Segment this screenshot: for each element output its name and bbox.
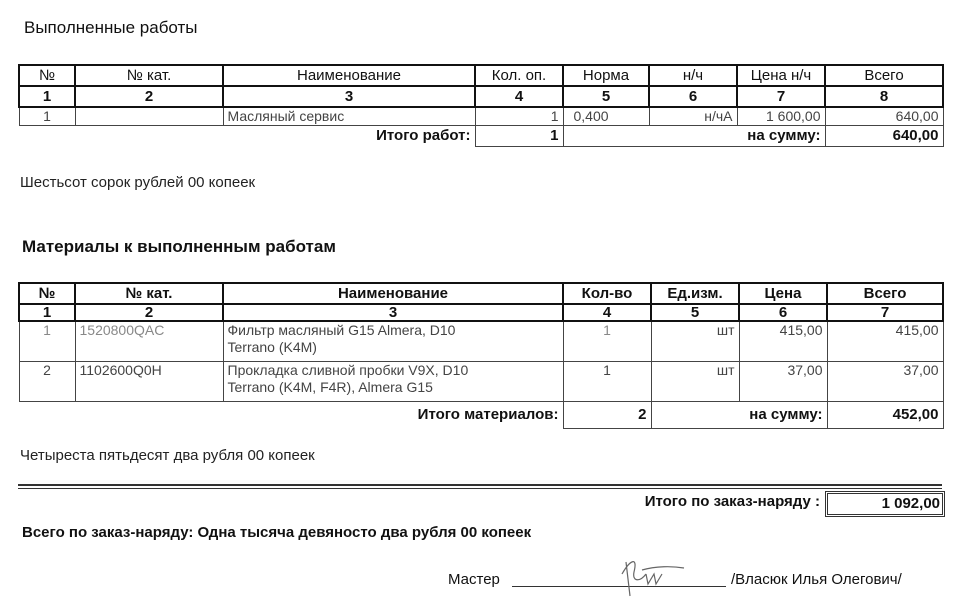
- works-total-row: [19, 126, 943, 147]
- works-table: [18, 64, 944, 147]
- works-colnum: 7: [737, 86, 825, 107]
- works-colnum: 1: [19, 86, 75, 107]
- works-col-price: Цена н/ч: [737, 65, 825, 86]
- works-header-row: [19, 65, 943, 86]
- works-col-total: Всего: [825, 65, 943, 86]
- cell-cat: [75, 107, 223, 126]
- cell-price: 1 600,00: [737, 107, 825, 126]
- cell-total: 640,00: [825, 107, 943, 126]
- cell-name: Фильтр масляный G15 Almera, D10 Terrano (K4M): [223, 321, 563, 361]
- materials-total-row: [19, 401, 943, 428]
- materials-header-row: [19, 283, 943, 304]
- materials-col-qty: Кол-во: [563, 283, 651, 304]
- works-sum-value: 640,00: [825, 126, 943, 147]
- materials-col-name: Наименование: [223, 283, 563, 304]
- cell-norm: 0,400: [563, 107, 649, 126]
- cell-name: Масляный сервис: [223, 107, 475, 126]
- cell-cat: 1102600Q0H: [75, 361, 223, 401]
- cell-num: 1: [19, 321, 75, 361]
- cell-cat: 1520800QAC: [75, 321, 223, 361]
- cell-nh: н/чА: [649, 107, 737, 126]
- works-title: Выполненные работы: [24, 18, 198, 37]
- cell-qty: 1: [563, 321, 651, 361]
- materials-colnum: 3: [223, 304, 563, 321]
- cell-price: 415,00: [739, 321, 827, 361]
- works-col-nh: н/ч: [649, 65, 737, 86]
- cell-qty: 1: [475, 107, 563, 126]
- handwritten-signature-icon: [612, 552, 692, 598]
- materials-title: Материалы к выполненным работам: [22, 237, 336, 256]
- cell-unit: шт: [651, 361, 739, 401]
- works-total-qty: 1: [475, 126, 563, 147]
- works-amount-in-words: Шестьсот сорок рублей 00 копеек: [20, 174, 256, 191]
- materials-colnum: 6: [739, 304, 827, 321]
- cell-total: 37,00: [827, 361, 943, 401]
- works-colnum: 4: [475, 86, 563, 107]
- works-col-qty: Кол. оп.: [475, 65, 563, 86]
- materials-amount-in-words: Четыреста пятьдесят два рубля 00 копеек: [20, 447, 315, 464]
- works-colnum: 8: [825, 86, 943, 107]
- materials-colnum: 5: [651, 304, 739, 321]
- materials-colnum: 7: [827, 304, 943, 321]
- materials-sum-value: 452,00: [827, 401, 943, 428]
- signature-role: Мастер: [448, 571, 500, 588]
- materials-total-qty: 2: [563, 401, 651, 428]
- materials-col-unit: Ед.изм.: [651, 283, 739, 304]
- works-colnum-row: [19, 86, 943, 107]
- table-row: [19, 107, 943, 126]
- order-total-in-words: Всего по заказ-наряду: Одна тысяча девяносто два рубля 00 копеек: [22, 524, 532, 541]
- works-colnum: 5: [563, 86, 649, 107]
- materials-total-label: Итого материалов:: [417, 405, 559, 423]
- materials-col-total: Всего: [827, 283, 943, 304]
- cell-price: 37,00: [739, 361, 827, 401]
- table-row: [19, 361, 943, 401]
- materials-sum-label: на сумму:: [651, 401, 827, 428]
- works-sum-label: на сумму:: [563, 126, 825, 147]
- cell-num: 1: [19, 107, 75, 126]
- order-total-label: Итого по заказ-наряду :: [644, 493, 820, 510]
- materials-colnum-row: [19, 304, 943, 321]
- double-divider-top: [18, 484, 942, 486]
- table-row: [19, 321, 943, 361]
- works-col-cat: № кат.: [75, 65, 223, 86]
- works-col-norm: Норма: [563, 65, 649, 86]
- cell-qty: 1: [563, 361, 651, 401]
- works-colnum: 2: [75, 86, 223, 107]
- double-divider-bottom: [18, 488, 942, 489]
- order-total-value: 1 092,00: [825, 491, 945, 517]
- materials-col-num: №: [19, 283, 75, 304]
- works-colnum: 6: [649, 86, 737, 107]
- works-col-num: №: [19, 65, 75, 86]
- works-total-label: Итого работ:: [376, 127, 471, 144]
- materials-col-cat: № кат.: [75, 283, 223, 304]
- materials-colnum: 4: [563, 304, 651, 321]
- materials-colnum: 2: [75, 304, 223, 321]
- cell-name: Прокладка сливной пробки V9X, D10 Terrano (K4M, F4R), Almera G15: [223, 361, 563, 401]
- materials-colnum: 1: [19, 304, 75, 321]
- works-col-name: Наименование: [223, 65, 475, 86]
- materials-table: [18, 282, 944, 429]
- signature-name: /Власюк Илья Олегович/: [731, 571, 902, 588]
- materials-col-price: Цена: [739, 283, 827, 304]
- works-colnum: 3: [223, 86, 475, 107]
- cell-total: 415,00: [827, 321, 943, 361]
- cell-num: 2: [19, 361, 75, 401]
- cell-unit: шт: [651, 321, 739, 361]
